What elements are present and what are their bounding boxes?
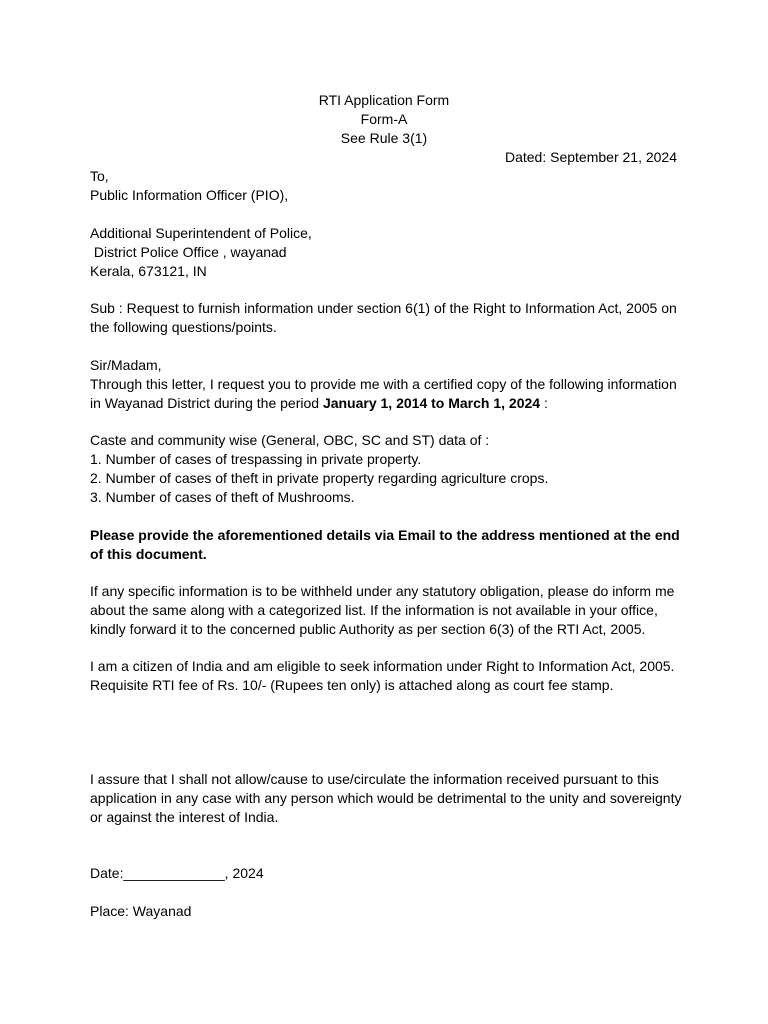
- citizen-line-2: Requisite RTI fee of Rs. 10/- (Rupees ten only) is attached along as court fee stamp.: [90, 677, 614, 693]
- request-period: January 1, 2014 to March 1, 2024: [322, 395, 541, 411]
- list-item: 1. Number of cases of trespassing in private property.: [90, 451, 422, 467]
- dated-line: Dated: September 21, 2024: [504, 149, 677, 165]
- request-line-2-prefix: in Wayanad District during the period: [90, 395, 323, 411]
- withheld-line-1: If any specific information is to be withheld under any statutory obligation, please do inform me: [90, 583, 675, 599]
- withheld-line-3: kindly forward it to the concerned public Authority as per section 6(3) of the RTI Act, 2005.: [90, 621, 646, 637]
- request-line-2-suffix: :: [540, 395, 548, 411]
- request-line-1: Through this letter, I request you to provide me with a certified copy of the following information: [90, 376, 677, 392]
- assurance-line-3: or against the interest of India.: [90, 809, 279, 825]
- list-item: 3. Number of cases of theft of Mushrooms.: [90, 489, 355, 505]
- request-line-2: [90, 394, 548, 413]
- place-field: Place: Wayanad: [90, 903, 192, 919]
- data-intro: Caste and community wise (General, OBC, SC and ST) data of :: [90, 432, 490, 448]
- assurance-line-2: application in any case with any person which would be detrimental to the unity and sovereignty: [90, 790, 682, 806]
- address-line-1: Additional Superintendent of Police,: [90, 225, 312, 241]
- address-line-3: Kerala, 673121, IN: [90, 263, 207, 279]
- subject-line-2: the following questions/points.: [90, 319, 277, 335]
- form-title: RTI Application Form: [318, 92, 450, 108]
- date-field: Date:_____________, 2024: [90, 865, 264, 881]
- email-request-line-1: Please provide the aforementioned details via Email to the address mentioned at the end: [90, 527, 680, 543]
- form-rule: See Rule 3(1): [340, 130, 428, 146]
- salutation: Sir/Madam,: [90, 357, 162, 373]
- email-request-line-2: of this document.: [90, 546, 207, 562]
- citizen-line-1: I am a citizen of India and am eligible to seek information under Right to Information Act, 2005.: [90, 658, 675, 674]
- address-to: To,: [90, 168, 109, 184]
- form-name: Form-A: [360, 111, 408, 127]
- list-item: 2. Number of cases of theft in private property regarding agriculture crops.: [90, 470, 549, 486]
- withheld-line-2: about the same along with a categorized list. If the information is not available in your office,: [90, 602, 658, 618]
- address-pio: Public Information Officer (PIO),: [90, 187, 289, 203]
- subject-line-1: Sub : Request to furnish information under section 6(1) of the Right to Information Act, 2005 on: [90, 300, 677, 316]
- address-line-2: District Police Office , wayanad: [90, 244, 287, 260]
- assurance-line-1: I assure that I shall not allow/cause to use/circulate the information received pursuant to this: [90, 771, 659, 787]
